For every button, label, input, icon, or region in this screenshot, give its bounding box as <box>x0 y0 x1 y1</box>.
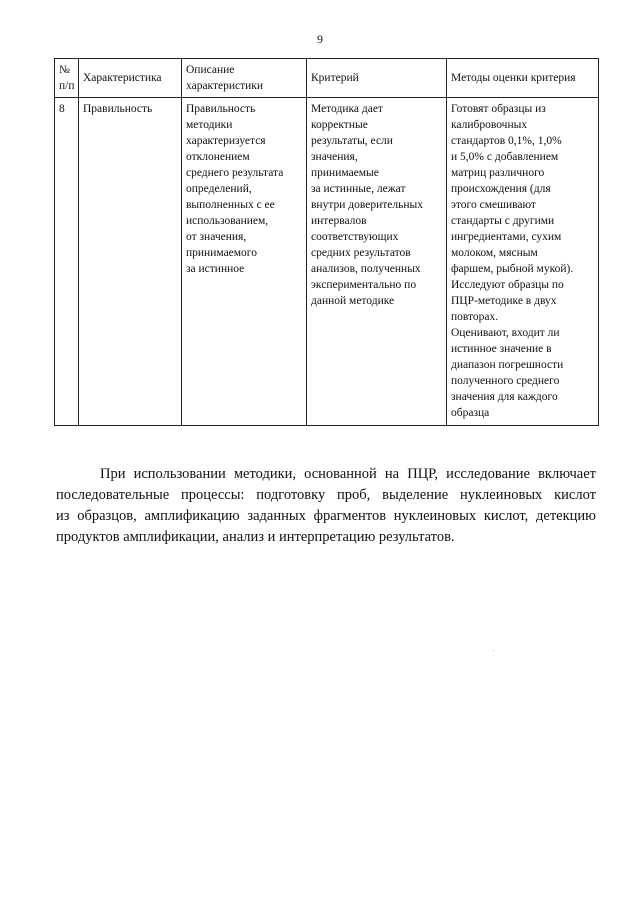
body-paragraph <box>56 464 596 548</box>
methods-line: Исследуют образцы по <box>451 279 564 291</box>
description-line: выполненных с ее <box>186 199 275 211</box>
description-line: характеризуется <box>186 135 266 147</box>
header-description <box>182 59 307 98</box>
methods-line: фаршем, рыбной мукой). <box>451 263 574 275</box>
methods-line: Готовят образцы из <box>451 103 546 115</box>
methods-line: происхождения (для <box>451 183 551 195</box>
criterion-line: средних результатов <box>311 247 411 259</box>
scan-speck <box>493 650 494 651</box>
paragraph-line: последовательные процессы: подготовку проб, выделение нуклеиновых кислот <box>56 487 596 503</box>
criterion-line: данной методике <box>311 295 395 307</box>
header-number <box>55 59 79 98</box>
header-number-line: № <box>59 64 70 76</box>
row-description <box>182 98 307 426</box>
header-methods-line: Методы оценки критерия <box>451 72 576 84</box>
methods-line: ПЦР-методике в двух <box>451 295 557 307</box>
description-line: отклонением <box>186 151 250 163</box>
paragraph-line: продуктов амплификации, анализ и интерпретацию результатов. <box>56 529 455 545</box>
description-line: среднего результата <box>186 167 284 179</box>
description-line: от значения, <box>186 231 247 243</box>
criterion-line: результаты, если <box>311 135 393 147</box>
header-description-line: Описание <box>186 64 235 76</box>
header-characteristic-line: Характеристика <box>83 72 162 84</box>
row-methods <box>447 98 599 426</box>
criterion-line: интервалов <box>311 215 367 227</box>
criterion-line: корректные <box>311 119 368 131</box>
description-line: Правильность <box>186 103 256 115</box>
criterion-line: Методика дает <box>311 103 383 115</box>
table-body <box>55 98 599 426</box>
methods-line: повторах. <box>451 311 499 323</box>
description-line: за истинное <box>186 263 245 275</box>
criterion-line: внутри доверительных <box>311 199 423 211</box>
header-methods <box>447 59 599 98</box>
methods-line: стандартов 0,1%, 1,0% <box>451 135 562 147</box>
criterion-line: соответствующих <box>311 231 399 243</box>
table-row <box>55 98 599 426</box>
criterion-line: значения, <box>311 151 358 163</box>
row-criterion <box>307 98 447 426</box>
methods-line: калибровочных <box>451 119 528 131</box>
methods-line: полученного среднего <box>451 375 560 387</box>
methods-line: Оценивают, входит ли <box>451 327 560 339</box>
methods-line: истинное значение в <box>451 343 552 355</box>
methods-line: этого смешивают <box>451 199 536 211</box>
methods-line: образца <box>451 407 490 419</box>
methods-line: стандарты с другими <box>451 215 555 227</box>
criterion-line: экспериментально по <box>311 279 417 291</box>
paragraph-line: При использовании методики, основанной на ПЦР, исследование включает <box>100 466 596 482</box>
description-line: определений, <box>186 183 252 195</box>
criterion-line: за истинные, лежат <box>311 183 406 195</box>
header-criterion-line: Критерий <box>311 72 359 84</box>
methods-line: значения для каждого <box>451 391 558 403</box>
criteria-table <box>54 58 599 426</box>
row-characteristic: Правильность <box>79 98 182 426</box>
methods-line: молоком, мясным <box>451 247 538 259</box>
criterion-line: анализов, полученных <box>311 263 421 275</box>
methods-line: ингредиентами, сухим <box>451 231 562 243</box>
page-number: 9 <box>317 32 323 46</box>
description-line: использованием, <box>186 215 269 227</box>
header-number-line: п/п <box>59 80 75 92</box>
row-number: 8 <box>55 98 79 426</box>
header-criterion <box>307 59 447 98</box>
criterion-line: принимаемые <box>311 167 379 179</box>
description-line: методики <box>186 119 233 131</box>
methods-line: и 5,0% с добавлением <box>451 151 559 163</box>
header-description-line: характеристики <box>186 80 264 92</box>
methods-line: матриц различного <box>451 167 545 179</box>
methods-line: диапазон погрешности <box>451 359 564 371</box>
table-header <box>55 59 599 98</box>
paragraph-line: из образцов, амплификацию заданных фрагментов нуклеиновых кислот, детекцию <box>56 508 596 524</box>
description-line: принимаемого <box>186 247 257 259</box>
table-header-row <box>55 59 599 98</box>
header-characteristic <box>79 59 182 98</box>
